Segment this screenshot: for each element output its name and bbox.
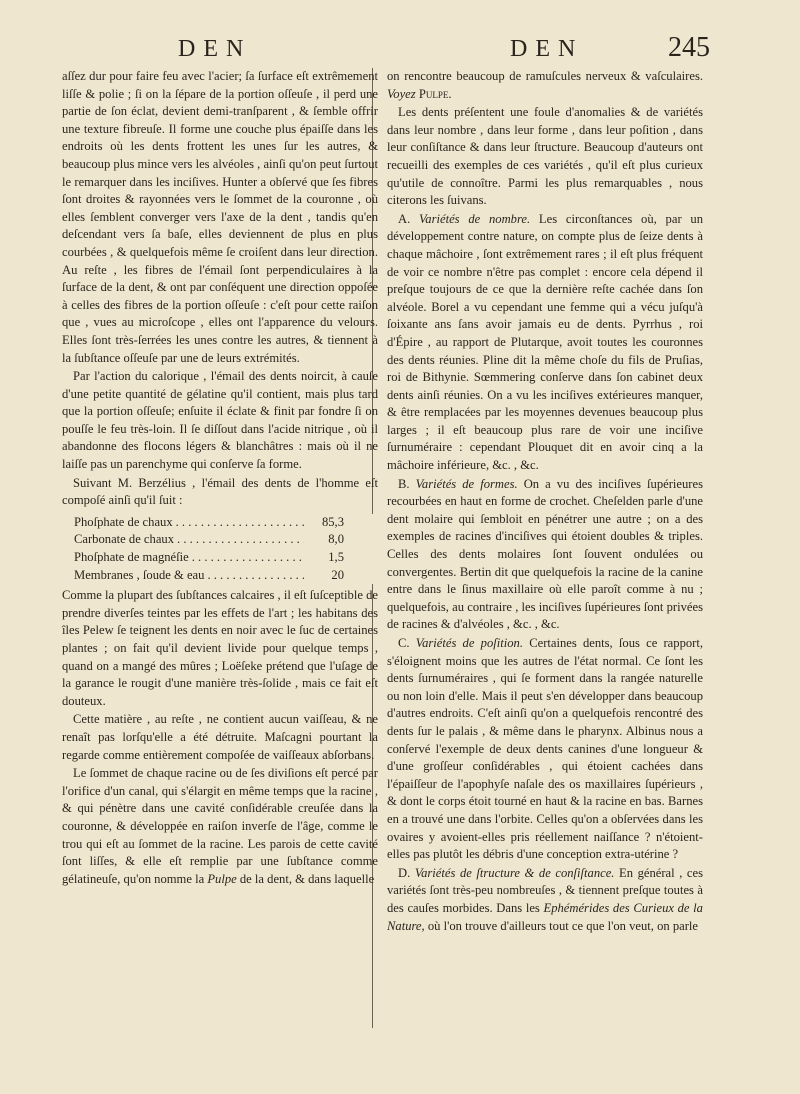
table-row (62, 531, 378, 549)
component-value: 20 (304, 567, 378, 585)
component-name: Carbonate de chaux (74, 532, 177, 546)
component-name: Membranes , ſoude & eau (74, 568, 207, 582)
voyez-term: Voyez (387, 86, 416, 101)
left-column (62, 68, 378, 888)
component-name: Phoſphate de chaux (74, 515, 176, 529)
component-value: 85,3 (304, 514, 378, 532)
paragraph-text-end: de la dent, & dans laquelle (239, 871, 375, 886)
paragraph-text: On a vu des inciſives ſupérieures recourbées en haut en forme de crochet. Cheſelden parle d'une dent molaire qui ſembloit en pénétrer une autre ; on a des exemples de racines d'inciſives qui étoient doubles & triples. Celles des dents molaires ſont ſouvent ondulées ou convergentes. Bertin dit que quelquefois la racine de la canine entre dans le ſinus maxillaire où elle paroît comme à nu ; quelquefois, au contraire , les inciſives ſupérieures ſont privées de racines & d'alvéoles , &c. , &c. (387, 476, 703, 632)
running-head-right: DEN (510, 36, 584, 62)
cross-reference: Pulpe. (418, 86, 452, 101)
composition-table (62, 514, 378, 584)
paragraph: Comme la plupart des ſubſtances calcaires , il eſt ſuſceptible de prendre diverſes teintes par les effets de l'art ; les habitans des îles Pelew ſe teignent les dents en noir avec le ſuc de certaines plantes ; on fait qu'il devient livide pour quelque temps , quand on a mangé des mûres ; Loëſeke prétend que l'uſage de la garance le rougit d'une manière très-ſolide , mais ce fait eſt douteux. (62, 588, 378, 708)
running-head-left: DEN (178, 36, 252, 62)
paragraph (62, 765, 378, 888)
paragraph-text: on rencontre beaucoup de ramuſcules nerveux & vaſculaires. (387, 69, 703, 83)
paragraph (387, 68, 703, 103)
paragraph (387, 476, 703, 634)
section-label: B. (398, 476, 410, 491)
paragraph: Suivant M. Berzélius , l'émail des dents de l'homme eſt compoſé ainſi qu'il ſuit : (62, 475, 378, 508)
journal-title: Ephémérides des Curieux de la Nature, (387, 900, 703, 933)
table-row (62, 567, 378, 585)
section-label: D. (398, 865, 411, 880)
section-heading: Variétés de formes. (415, 476, 518, 491)
section-heading: Variétés de poſition. (415, 636, 523, 650)
paragraph (387, 211, 703, 475)
component-value: 8,0 (304, 531, 378, 549)
paragraph: Les dents préſentent une foule d'anomalies & de variétés dans leur nombre , dans leur forme , dans leur poſition , dans leur conſiſtance & dans leur ſtructure. Beaucoup d'auteurs ont recueilli des exemples de ces variétés , qu'il eſt plus curieux qu'utile de connoître. Parmi les plus remarquables , nous citerons les ſuivans. (387, 105, 703, 208)
pulpe-term: Pulpe (207, 871, 237, 886)
section-heading: Variétés de ſtructure & de conſiſtance. (414, 865, 615, 880)
section-label: C. (398, 636, 410, 650)
page-number: 245 (668, 32, 710, 63)
paragraph-text: Le ſommet de chaque racine ou de ſes diviſions eſt percé par l'orifice d'un canal, qui s'élargit en même temps que la racine , & qui pénètre dans une cavité conſidérable creuſée dans la couronne, & développée en raiſon inverſe de l'âge, comme le trou qui eſt au ſommet de la racine. Les parois de cette cavité ſont liſſes, & elle eſt remplie par une ſubſtance comme gélatineuſe, qu'on nomme la (62, 766, 378, 886)
table-row (62, 549, 378, 567)
section-heading: Variétés de nombre. (419, 211, 531, 226)
paragraph-text-end: où l'on trouve d'ailleurs tout ce que l'on veut, on parle (427, 918, 698, 933)
paragraph-text: En général , ces variétés ſont très-peu nombreuſes , & tiennent preſque toutes à des cauſes morbides. Dans les (387, 865, 703, 915)
paragraph (387, 865, 703, 935)
paragraph: Par l'action du calorique , l'émail des dents noircit, à cauſe d'une petite quantité de gélatine qu'il contient, mais plus tard que la portion oſſeuſe; enſuite il éclate & finit par fondre ſi on pouſſe le feu très-loin. Il ſe diſſout dans l'acide nitrique , où il abandonne des flocons légers & blanchâtres : mais où il ne laiſſe pas un parenchyme qui conſerve ſa forme. (62, 369, 378, 472)
paragraph: Cette matière , au reſte , ne contient aucun vaiſſeau, & ne renaît pas lorſqu'elle a été détruite. Maſcagni pourtant la regarde comme entièrement compoſée de vaiſſeaux abſorbans. (62, 712, 378, 762)
paragraph-text: Certaines dents, ſous ce rapport, s'éloignent moins que les autres de l'état normal. Ce ſont les dents ſurnuméraires , qui ſe forment dans la rangée naturelle ou non loin d'elle. Mais il peut s'en développer dans beaucoup d'autres endroits. C'eſt ainſi qu'on a quelquefois rencontré des dents ſur le palais , & même dans le pharynx. Albinus nous a conſervé l'exemple de deux dents canines d'une longueur & d'une groſſeur conſidérables , qui étoient cachées dans l'épaiſſeur de l'apophyſe naſale des os maxillaires ſupérieurs , & dont le corps étoit tourné en haut & la racine en bas. Barnes en a trouvé une dans l'orbite. Celles qu'on a obſervées dans les ovaires y avoient-elles pris réellement naiſſance ? n'étoient-elles pas plutôt les débris d'une conception extra-utérine ? (387, 636, 704, 862)
paragraph-text: Les circonſtances où, par un développement contre nature, on compte plus de ſeize dents à chaque mâchoire , ſont extrêmement rares ; il eſt plus fréquent de voir ce nombre n'être pas complet : encore cela dépend il preſque toujours de ce que la dernière reſte cachée dans ſon alvéole. Borel a vu cependant une femme qui a vécu juſqu'à ſoixante ans ſans avoir jamais eu de dents. Pyrrhus , roi d'Épire , au rapport de Plutarque, avoit toutes les couronnes des dents réunies. Pline dit la même choſe du fils de Pruſias, roi de Bithynie. Sœmmering conſerve dans ſon cabinet deux dents ainſi réunies. On a vu les inciſives extérieures manquer, & être remplacées par les moyennes devenues beaucoup plus larges ; il eſt beaucoup plus rare de voir une inciſive ſurnuméraire : cependant Plouquet dit en avoir cinq a la mâchoire inférieure, &c. , &c. (387, 211, 703, 473)
table-row (62, 514, 378, 532)
paragraph (387, 635, 703, 864)
paragraph: aſſez dur pour faire feu avec l'acier; ſa ſurface eſt extrêmement liſſe & polie ; ſi on la ſépare de la portion oſſeuſe , il perd une partie de ſon éclat, devient demi-tranſparent , & ſemble offrir une texture fibreuſe. Il forme une couche plus épaiſſe dans les endroits où les dents frottent les unes ſur les autres, & beaucoup plus mince vers les alvéoles , ainſi qu'on peut ſurtout le remarquer dans les inciſives. Hunter a obſervé que ſes fibres ſont droites & rayonnées vers le ſommet de la couronne , où elles ſemblent converger vers l'axe de la dent , tandis qu'en deſcendant vers ſa baſe, elles deviennent de plus en plus courbées , & quelquefois même ſe croiſent dans leur direction. Au reſte , les fibres de l'émail ſont perpendiculaires à la ſurface de la dent, & ont par conſéquent une direction oppoſée à celles des fibres de la portion oſſeuſe : c'eſt pour cette raiſon que , vues au microſcope , elles ont l'apparence du velours. Elles ſont très-ſerrées les unes contre les autres, & tiennent à la ſubſtance oſſeuſe par une de leurs extrémités. (62, 69, 378, 365)
component-name: Phoſphate de magnéſie (74, 550, 192, 564)
section-label: A. (398, 211, 411, 226)
component-value: 1,5 (304, 549, 378, 567)
right-column (387, 68, 703, 935)
